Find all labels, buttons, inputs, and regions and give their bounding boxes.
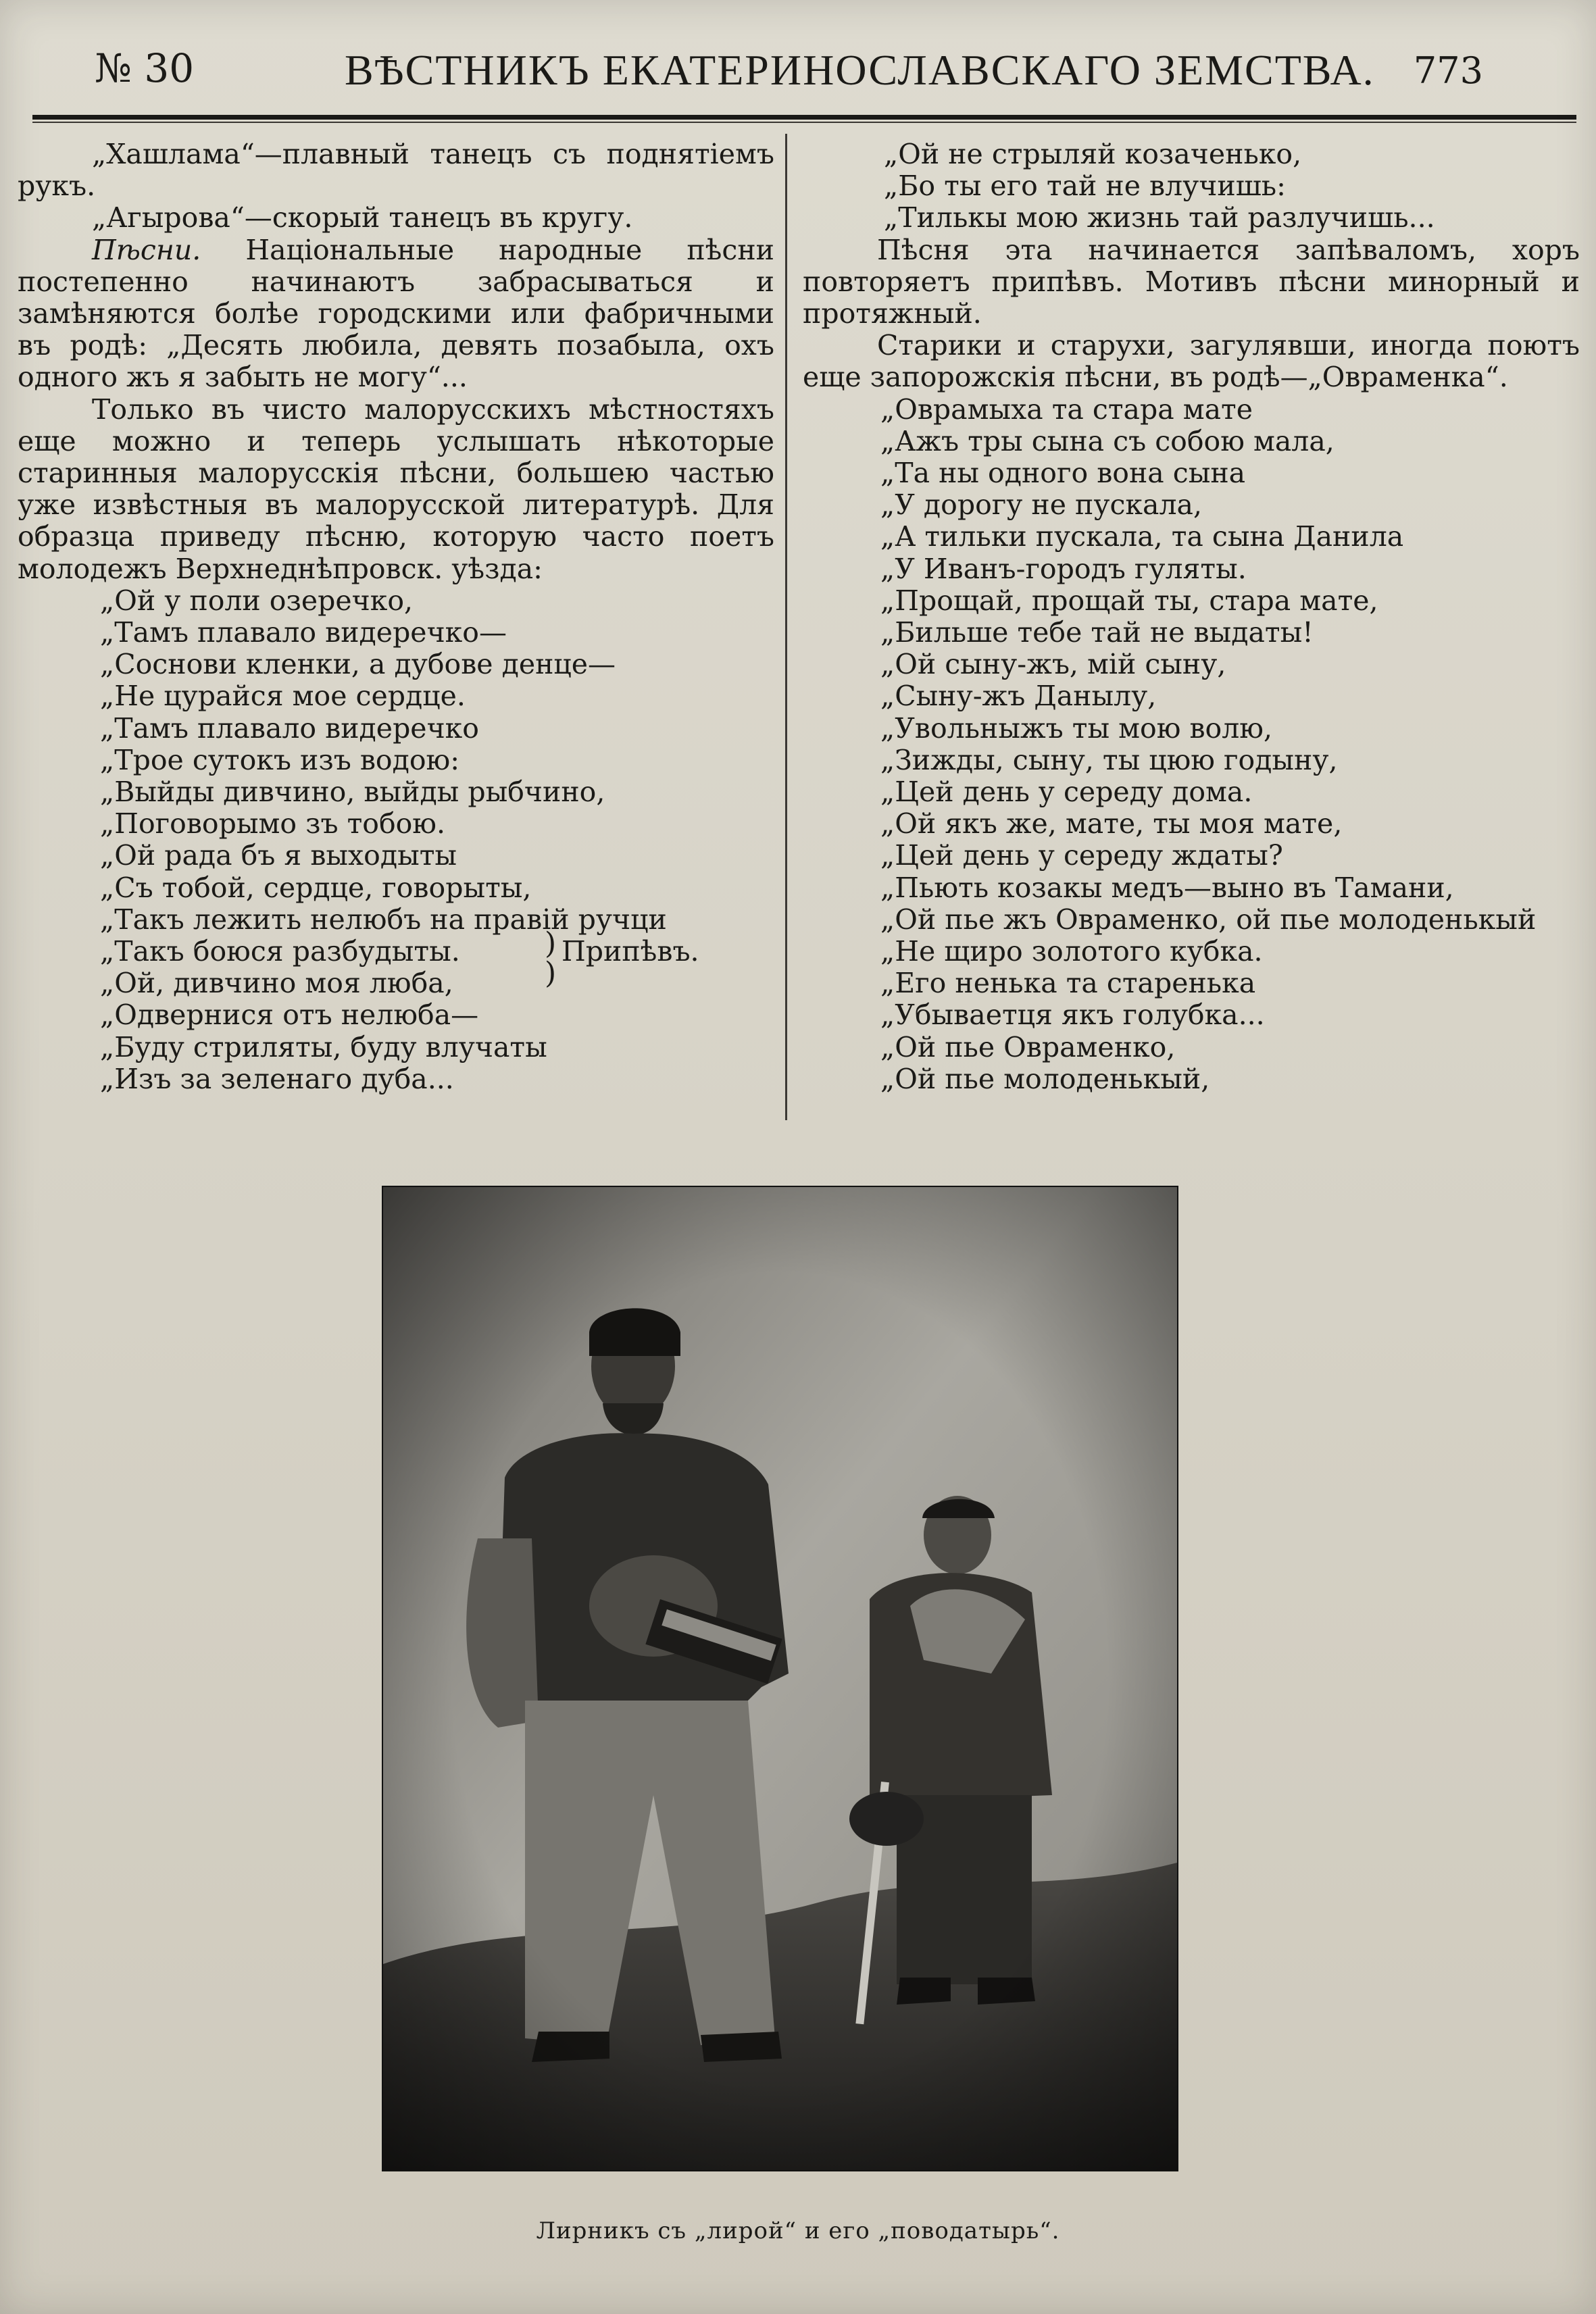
verse-line: „Не щиро золотого кубка. xyxy=(880,935,1263,968)
photo-image xyxy=(383,1187,1177,2170)
verse-line: „У Иванъ-городъ гуляты. xyxy=(880,552,1247,585)
verse-line: „Буду стриляты, буду влучаты xyxy=(100,1030,547,1063)
issue-number: № 30 xyxy=(95,45,195,91)
verse-line: „Ой не стрыляй козаченько, xyxy=(884,138,1302,170)
paragraph-malorussian: Только въ чисто малорусскихъ мѣстностяхъ еще можно и теперь услышать нѣкоторые старинныя малорусскія пѣсни, большею частью уже извѣстныя въ малорусской литературѣ. Для образца приведу пѣсню, которую часто поетъ молодежъ Верхнеднѣпровск. уѣзда: xyxy=(18,393,774,585)
verse-line: „Та ны одного вона сына xyxy=(880,457,1246,490)
verse-line: „Соснови кленки, а дубове денце— xyxy=(100,648,616,681)
verse-line: „Прощай, прощай ты, стара мате, xyxy=(880,584,1378,617)
verse-line: „Ой, дивчино моя люба, xyxy=(100,967,453,1000)
page-number: 773 xyxy=(1413,49,1483,92)
refrain-bracket-bottom: ) xyxy=(545,956,557,990)
verse-line: „Бо ты его тай не влучишь: xyxy=(884,170,1286,203)
verse-line: „Ажъ тры сына съ собою мала, xyxy=(880,424,1335,457)
refrain-label: Припѣвъ. xyxy=(562,935,699,967)
verse-line: „Такъ лежить нелюбъ на правій ручци xyxy=(100,903,667,936)
page-header xyxy=(34,37,1520,111)
right-column xyxy=(803,139,1580,1095)
paragraph-song-structure: Пѣсня эта начинается запѣваломъ, хоръ повторяетъ припѣвъ. Мотивъ пѣсни минорный и протяжный. xyxy=(803,233,1580,330)
verse-line: „Сыну-жъ Данылу, xyxy=(880,680,1157,713)
photo-caption: Лирникъ съ „лирой“ и его „поводатырь“. xyxy=(536,2217,1060,2244)
verse-line: „Пьють козакы медъ—выно въ Тамани, xyxy=(880,871,1454,904)
verse-line: „Ой сыну-жъ, мій сыну, xyxy=(880,648,1226,681)
verse-line: „Выйды дивчино, выйды рыбчино, xyxy=(100,776,605,809)
verse-line: „Ой пье молоденькый, xyxy=(880,1062,1210,1095)
song-verse-kozachenko xyxy=(803,139,1580,234)
photo-lyre-player xyxy=(382,1186,1178,2171)
verse-line: „Ой пье Овраменко, xyxy=(880,1030,1176,1063)
paragraph-hashlama: „Хашлама“—плавный танецъ съ поднятіемъ рукъ. xyxy=(18,138,774,203)
verse-line: „Тилькы мою жизнь тай разлучишь... xyxy=(884,201,1435,234)
verse-line: „Убываетця якъ голубка... xyxy=(880,999,1265,1032)
paragraph-songs-text: Національные народные пѣсни постепенно начинаютъ забрасываться и замѣняются болѣе городскими или фабричными въ родѣ: „Десять любила, девять позабыла, охъ одного жъ я забыть не могу“... xyxy=(18,233,774,394)
section-lead-songs: Пѣсни. xyxy=(92,233,201,266)
verse-line: „Тамъ плавало видеречко xyxy=(100,711,479,745)
paragraph-zaporozhian: Старики и старухи, загулявши, иногда поютъ еще запорожскія пѣсни, въ родѣ—„Овраменка“. xyxy=(803,329,1580,394)
verse-line: „Изъ за зеленаго дуба... xyxy=(100,1062,454,1095)
verse-line: „Тамъ плавало видеречко— xyxy=(100,616,507,649)
verse-line: „Не цурайся мое сердце. xyxy=(100,680,466,713)
verse-line: „Увольныжъ ты мою волю, xyxy=(880,711,1272,745)
verse-line: „Такъ боюся разбудыты. xyxy=(100,935,460,968)
verse-line: „Бильше тебе тай не выдаты! xyxy=(880,616,1314,649)
verse-line: „Зижды, сыну, ты цюю годыну, xyxy=(880,743,1338,776)
verse-line: „Трое сутокъ изъ водою: xyxy=(100,743,460,776)
song-verse-ovramenko xyxy=(803,394,1580,1095)
verse-line: „Съ тобой, сердце, говорыты, xyxy=(100,871,532,904)
verse-line: „Цей день у середу дома. xyxy=(880,776,1253,809)
song-verse-ozerechko xyxy=(18,585,774,1095)
verse-line: „У дорогу не пускала, xyxy=(880,488,1203,522)
verse-line: „Одвернися отъ нелюба— xyxy=(100,999,479,1032)
paragraph-songs xyxy=(18,234,774,394)
verse-line: „Оврамыха та стара мате xyxy=(880,393,1253,426)
journal-title: ВѢСТНИКЪ ЕКАТЕРИНОСЛАВСКАГО ЗЕМСТВА. xyxy=(345,46,1375,94)
left-column xyxy=(18,139,774,1095)
verse-line: „Поговорымо зъ тобою. xyxy=(100,807,446,840)
verse-line: „Ой рада бъ я выходыты xyxy=(100,839,457,872)
refrain-bracket-top: ) xyxy=(545,926,557,961)
paragraph-agyrova: „Агырова“—скорый танецъ въ кругу. xyxy=(92,201,633,234)
verse-line: „А тильки пускала, та сына Данила xyxy=(880,520,1404,553)
verse-line: „Ой у поли озеречко, xyxy=(100,584,414,617)
column-divider xyxy=(785,134,787,1120)
verse-line: „Его ненька та старенька xyxy=(880,967,1256,1000)
verse-line: „Цей день у середу ждаты? xyxy=(880,839,1283,872)
verse-line: „Ой якъ же, мате, ты моя мате, xyxy=(880,807,1343,840)
header-rule xyxy=(32,115,1576,123)
verse-line: „Ой пье жъ Овраменко, ой пье молоденькый xyxy=(880,903,1537,936)
